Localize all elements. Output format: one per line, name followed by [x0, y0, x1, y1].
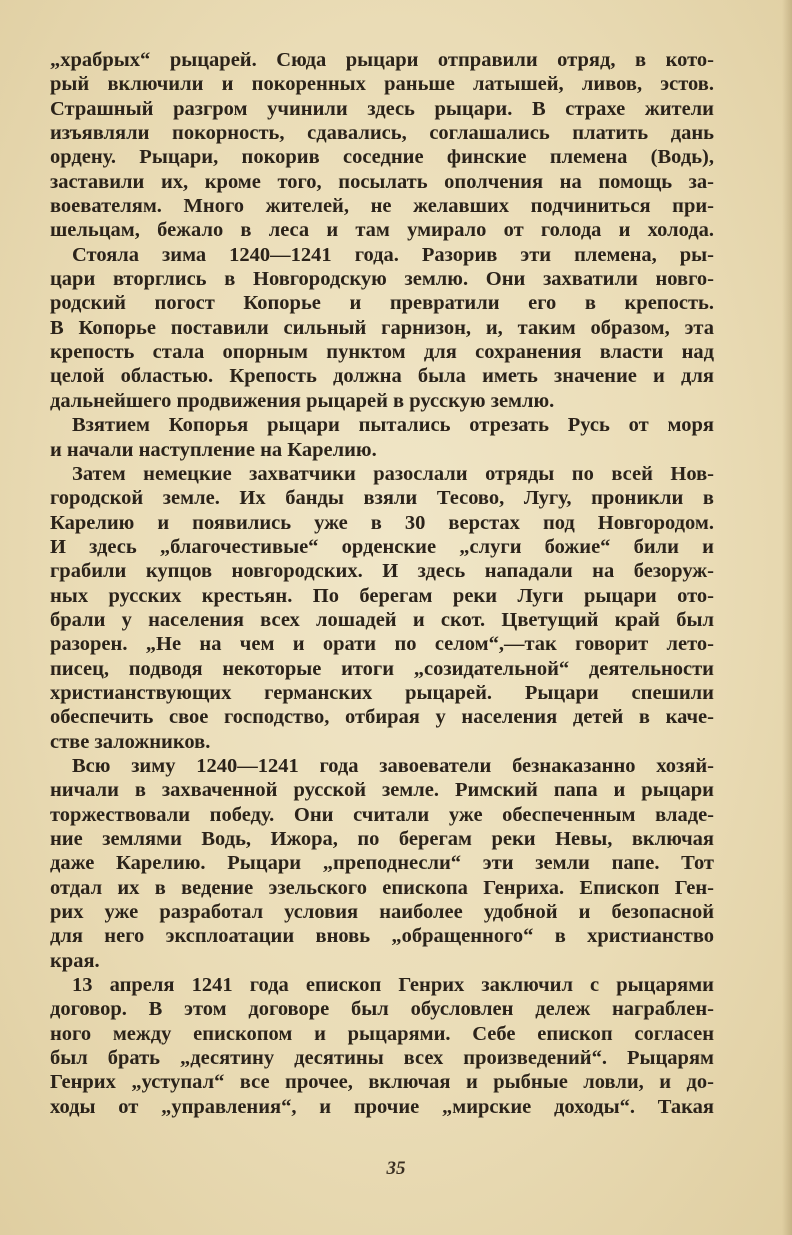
text-line: родский погост Копорье и превратили его в крепость. — [50, 292, 714, 315]
text-line: стве заложников. — [50, 730, 211, 753]
text-line: И здесь „благочестивые“ орденские „слуги божие“ били и — [50, 535, 714, 558]
text-line: Генрих „уступал“ все прочее, включая и рыбные ловли, и до- — [50, 1071, 714, 1094]
text-line: грабили купцов новгородских. И здесь нападали на безоруж- — [50, 560, 714, 583]
text-line: заставили их, кроме того, посылать ополчения на помощь за- — [50, 170, 714, 193]
text-line: для него эксплоатации вновь „обращенного“ в христианство — [50, 925, 714, 948]
text-line: Страшный разгром учинили здесь рыцари. В страхе жители — [50, 97, 714, 120]
text-line: крепость стала опорным пунктом для сохранения власти над — [50, 341, 714, 364]
text-line: 13 апреля 1241 года епископ Генрих заключил с рыцарями — [72, 974, 714, 997]
text-line: отдал их в ведение эзельского епископа Генриха. Епископ Ген- — [50, 876, 714, 899]
text-line: ходы от „управления“, и прочие „мирские доходы“. Такая — [50, 1095, 714, 1118]
text-line: целой областью. Крепость должна была иметь значение и для — [50, 365, 714, 388]
text-line: христианствующих германских рыцарей. Рыцари спешили — [50, 681, 714, 704]
page-edge-shadow — [782, 0, 792, 1235]
text-line: Стояла зима 1240—1241 года. Разорив эти племена, ры- — [72, 243, 714, 266]
text-line: и начали наступление на Карелию. — [50, 438, 377, 461]
text-line: ние землями Водь, Ижора, по берегам реки Невы, включая — [50, 828, 714, 850]
text-line: воевателям. Много жителей, не желавших подчиниться при- — [50, 195, 714, 218]
text-line: Всю зиму 1240—1241 года завоеватели безнаказанно хозяй- — [72, 754, 714, 777]
text-line: городской земле. Их банды взяли Тесово, Лугу, проникли в — [50, 487, 714, 510]
text-line: В Копорье поставили сильный гарнизон, и, таким образом, эта — [50, 316, 714, 339]
text-line: Взятием Копорья рыцари пытались отрезать Русь от моря — [72, 414, 714, 437]
text-line: писец, подводя некоторые итоги „созидательной“ деятельности — [50, 657, 714, 680]
text-line: был брать „десятину десятины всех произведений“. Рыцарям — [50, 1047, 714, 1070]
text-line: ничали в захваченной русской земле. Римский папа и рыцари — [50, 779, 714, 802]
text-line: рих уже разработал условия наиболее удобной и безопасной — [50, 901, 714, 924]
text-line: торжествовали победу. Они считали уже обеспеченным владе- — [50, 803, 714, 826]
text-line: даже Карелию. Рыцари „преподнесли“ эти земли папе. Тот — [50, 852, 714, 875]
text-line: разорен. „Не на чем и орати по селом“,—так говорит лето- — [50, 633, 714, 656]
text-line: ных русских крестьян. По берегам реки Луги рыцари ото- — [50, 584, 714, 607]
text-line: договор. В этом договоре был обусловлен дележ награблен- — [50, 998, 714, 1021]
page-number: 35 — [386, 1158, 406, 1179]
body-text — [50, 48, 714, 1119]
text-line: рый включили и покоренных раньше латышей, ливов, эстов. — [50, 73, 714, 96]
text-line: изъявляли покорность, сдавались, соглашались платить дань — [50, 122, 714, 145]
text-line: шельцам, бежало в леса и там умирало от голода и холода. — [50, 219, 714, 242]
text-line: ного между епископом и рыцарями. Себе епископ согласен — [50, 1022, 714, 1045]
text-line: Затем немецкие захватчики разослали отряды по всей Нов- — [72, 462, 714, 485]
text-line: обеспечить свое господство, отбирая у населения детей в каче- — [50, 706, 714, 729]
text-line: „храбрых“ рыцарей. Сюда рыцари отправили отряд, в кото- — [50, 49, 714, 71]
text-line: цари вторглись в Новгородскую землю. Они захватили новго- — [50, 268, 714, 291]
text-line: ордену. Рыцари, покорив соседние финские племена (Водь), — [50, 146, 714, 169]
text-line: брали у населения всех лошадей и скот. Цветущий край был — [50, 608, 714, 631]
text-line: Карелию и появились уже в 30 верстах под Новгородом. — [50, 511, 714, 534]
text-line: дальнейшего продвижения рыцарей в русскую землю. — [50, 389, 555, 412]
text-line: края. — [50, 949, 100, 972]
